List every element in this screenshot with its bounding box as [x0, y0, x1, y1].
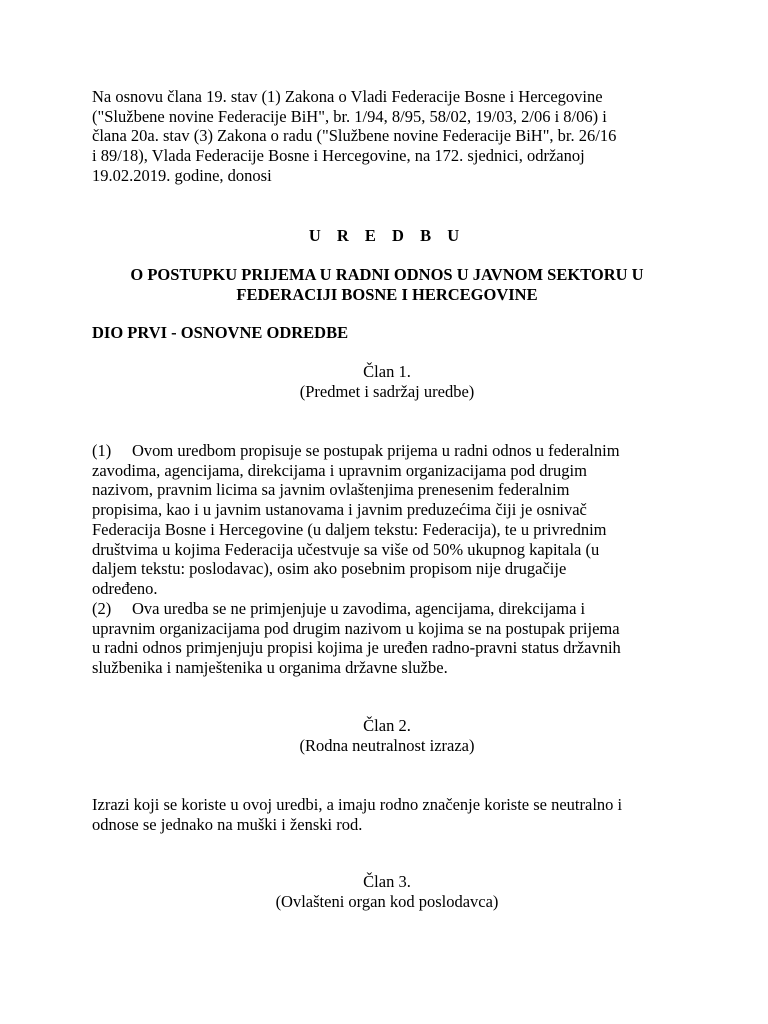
- paragraph-line: Ova uredba se ne primjenjuje u zavodima, agencijama, direkcijama i: [132, 599, 586, 618]
- article-1-paragraph-1: [92, 441, 682, 599]
- part-heading: DIO PRVI - OSNOVNE ODREDBE: [92, 323, 349, 342]
- paragraph-line: daljem tekstu: poslodavac), osim ako posebnim propisom nije drugačije: [92, 559, 567, 579]
- paragraph-line: službenika i namještenika u organima državne službe.: [92, 658, 448, 678]
- paragraph-line: Izrazi koji se koriste u ovoj uredbi, a imaju rodno značenje koriste se neutralno i: [92, 795, 623, 814]
- paragraph-line: Federacija Bosne i Hercegovine (u daljem tekstu: Federacija), te u privrednim: [92, 519, 607, 539]
- preamble-line: 19.02.2019. godine, donosi: [92, 165, 272, 185]
- article-1-heading: [92, 362, 682, 401]
- article-subtitle: (Predmet i sadržaj uredbe): [299, 381, 475, 401]
- paragraph-line: odnose se jednako na muški i ženski rod.: [92, 814, 363, 834]
- article-2-heading: [92, 716, 682, 755]
- article-subtitle: (Ovlašteni organ kod poslodavca): [275, 891, 499, 911]
- paragraph-line: u radni odnos primjenjuju propisi kojima je uređen radno-pravni status državnih: [92, 638, 621, 658]
- article-heading: Član 3.: [363, 872, 411, 891]
- article-heading: Član 2.: [363, 716, 411, 735]
- paragraph-number: (2): [92, 599, 112, 618]
- document-type: U R E D B U: [308, 226, 466, 245]
- preamble-line: Na osnovu člana 19. stav (1) Zakona o Vladi Federacije Bosne i Hercegovine: [92, 87, 603, 106]
- preamble-line: i 89/18), Vlada Federacije Bosne i Hercegovine, na 172. sjednici, održanoj: [92, 146, 585, 166]
- paragraph-line: društvima u kojima Federacija učestvuje sa više od 50% ukupnog kapitala (u: [92, 539, 600, 559]
- article-3-heading: [92, 872, 682, 911]
- paragraph-line: određeno.: [92, 578, 158, 598]
- article-subtitle: (Rodna neutralnost izraza): [299, 735, 475, 755]
- paragraph-line: nazivom, pravnim licima sa javnim ovlaštenjima prenesenim federalnim: [92, 480, 570, 500]
- paragraph-line: Ovom uredbom propisuje se postupak prijema u radni odnos u federalnim: [132, 441, 620, 460]
- preamble-line: ("Službene novine Federacije BiH", br. 1/94, 8/95, 58/02, 19/03, 2/06 i 8/06) i: [92, 106, 607, 126]
- document-title-line: FEDERACIJI BOSNE I HERCEGOVINE: [236, 284, 538, 304]
- preamble: [92, 87, 682, 186]
- document-title-line: O POSTUPKU PRIJEMA U RADNI ODNOS U JAVNOM SEKTORU U: [130, 265, 644, 284]
- document-title: [92, 265, 682, 304]
- paragraph-line: upravnim organizacijama pod drugim nazivom u kojima se na postupak prijema: [92, 618, 620, 638]
- paragraph-line: propisima, kao i u javnim ustanovama i javnim preduzećima čiji je osnivač: [92, 500, 587, 520]
- article-2-text: [92, 795, 682, 834]
- preamble-line: člana 20a. stav (3) Zakona o radu ("Službene novine Federacije BiH", br. 26/16: [92, 126, 617, 146]
- paragraph-number: (1): [92, 441, 112, 460]
- article-1-paragraph-2: [92, 599, 682, 678]
- paragraph-line: zavodima, agencijama, direkcijama i upravnim organizacijama pod drugim: [92, 460, 587, 480]
- article-heading: Član 1.: [363, 362, 411, 381]
